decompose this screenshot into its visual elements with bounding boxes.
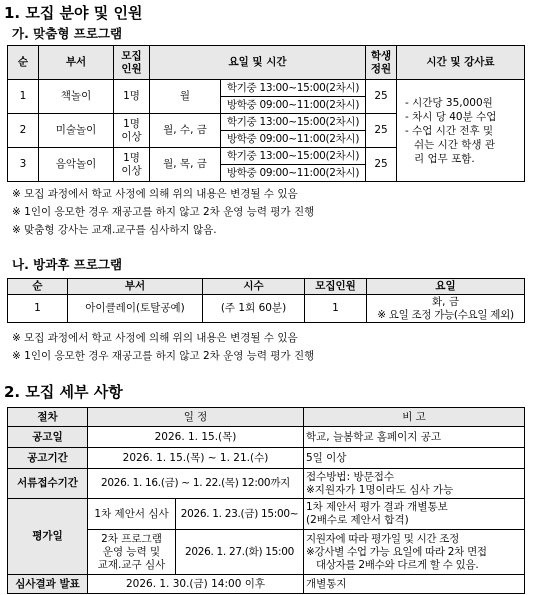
cell-count: 1 <box>305 295 367 323</box>
cell-dept: 책놀이 <box>39 80 114 114</box>
col-header-capacity: 학생 정원 <box>366 46 397 80</box>
note-b-1: ※ 모집 과정에서 학교 사정에 의해 위의 내용은 변경될 수 있음 <box>12 332 298 344</box>
cell-dept: 미술놀이 <box>39 114 114 148</box>
table-row <box>8 448 525 469</box>
fee-line: - 차시 당 40분 수업 <box>405 110 497 123</box>
cell-no: 1 <box>8 295 68 323</box>
cell-substep <box>88 530 176 575</box>
fee-description-cell <box>397 80 525 182</box>
cell-count: 1명 이상 <box>114 148 150 182</box>
subsection-b-title: 나. 방과후 프로그램 <box>12 257 123 272</box>
note-line: 1차 제안서 평가 결과 개별통보 <box>306 501 448 513</box>
col-header-date: 일 정 <box>88 408 304 427</box>
table-header-row <box>8 279 525 295</box>
cell-step: 서류접수기간 <box>8 469 88 499</box>
cell-step: 평가일 <box>8 499 88 575</box>
note-line: (2배수로 제안서 합격) <box>306 514 409 526</box>
afterschool-program-table <box>7 278 525 323</box>
note-line: 지원자에 따라 평가일 및 시간 조정 <box>306 532 459 545</box>
cell-days: 월, 수, 금 <box>150 114 221 148</box>
table-header-row <box>8 46 525 80</box>
col-header-step: 절차 <box>8 408 88 427</box>
custom-program-table <box>7 45 525 182</box>
cell-capacity: 25 <box>366 148 397 182</box>
cell-day <box>367 295 525 323</box>
substep-line: 2차 프로그램 <box>101 532 162 545</box>
fee-line: 리 업무 포함. <box>414 152 475 165</box>
col-header-fee: 시간 및 강사료 <box>397 46 525 80</box>
substep-line: 운영 능력 및 <box>102 545 161 558</box>
fee-line: - 시간당 35,000원 <box>405 96 493 109</box>
col-header-note: 비 고 <box>304 408 525 427</box>
cell-hours: (주 1회 60분) <box>203 295 305 323</box>
note-a-2: ※ 1인이 응모한 경우 재공고를 하지 않고 2차 운영 능력 평가 진행 <box>12 206 315 218</box>
substep-line: 교재.교구 심사 <box>97 558 166 571</box>
cell-count: 1명 <box>114 80 150 114</box>
note-a-3: ※ 맞춤형 강사는 교재.교구를 심사하지 않음. <box>12 224 217 236</box>
cell-note: 학교, 늘봄학교 홈페이지 공고 <box>304 427 525 448</box>
cell-note <box>304 469 525 499</box>
note-line: 접수방법: 방문접수 <box>306 470 395 483</box>
day-text: 화, 금 <box>432 295 459 308</box>
section-1-title: 1. 모집 분야 및 인원 <box>4 4 143 22</box>
day-note: ※ 요일 조정 가능(수요일 제외) <box>377 308 514 321</box>
cell-step: 심사결과 발표 <box>8 575 88 594</box>
table-row <box>8 575 525 594</box>
cell-date: 2026. 1. 30.(금) 14:00 이후 <box>88 575 304 594</box>
col-header-no: 순 <box>8 279 68 295</box>
note-a-1: ※ 모집 과정에서 학교 사정에 의해 위의 내용은 변경될 수 있음 <box>12 188 298 200</box>
cell-date: 2026. 1. 16.(금) ~ 1. 22.(목) 12:00까지 <box>88 469 304 499</box>
cell-note: 개별통지 <box>304 575 525 594</box>
subsection-a-title: 가. 맞춤형 프로그램 <box>12 26 123 41</box>
note-line: ※강사별 수업 가능 요일에 따라 2차 면접 <box>306 545 487 558</box>
col-header-dept: 부서 <box>39 46 114 80</box>
table-row <box>8 499 525 530</box>
col-header-count: 모집 인원 <box>114 46 150 80</box>
cell-date: 2026. 1. 15.(목) ~ 1. 21.(수) <box>88 448 304 469</box>
table-row <box>8 469 525 499</box>
col-header-day: 요일 <box>367 279 525 295</box>
col-header-count: 모집인원 <box>305 279 367 295</box>
cell-time-vacation: 방학중 09:00~11:00(2차시) <box>221 165 366 182</box>
cell-days: 월 <box>150 80 221 114</box>
recruitment-details-table <box>7 407 525 594</box>
fee-line: 쉬는 시간 학생 관 <box>414 138 496 151</box>
cell-time-semester: 학기중 13:00~15:00(2차시) <box>221 114 366 131</box>
note-line: ※지원자가 1명이라도 심사 가능 <box>306 483 454 496</box>
cell-capacity: 25 <box>366 80 397 114</box>
cell-date: 2026. 1. 15.(목) <box>88 427 304 448</box>
table-row <box>8 427 525 448</box>
fee-line: - 수업 시간 전후 및 <box>405 124 494 137</box>
cell-capacity: 25 <box>366 114 397 148</box>
cell-note <box>304 499 525 530</box>
cell-no: 2 <box>8 114 39 148</box>
table-header-row <box>8 408 525 427</box>
cell-note <box>304 530 525 575</box>
cell-dept: 음악놀이 <box>39 148 114 182</box>
cell-time-vacation: 방학중 09:00~11:00(2차시) <box>221 97 366 114</box>
cell-step: 공고기간 <box>8 448 88 469</box>
cell-no: 3 <box>8 148 39 182</box>
cell-dept: 아이클레이(토탈공예) <box>68 295 203 323</box>
col-header-no: 순 <box>8 46 39 80</box>
cell-step: 공고일 <box>8 427 88 448</box>
col-header-hours: 시수 <box>203 279 305 295</box>
cell-substep: 1차 제안서 심사 <box>88 499 176 530</box>
cell-note: 5일 이상 <box>304 448 525 469</box>
table-row <box>8 80 525 97</box>
section-2-title: 2. 모집 세부 사항 <box>4 383 123 401</box>
cell-time-semester: 학기중 13:00~15:00(2차시) <box>221 80 366 97</box>
cell-no: 1 <box>8 80 39 114</box>
cell-date: 2026. 1. 27.(화) 15:00 <box>176 530 304 575</box>
note-b-2: ※ 1인이 응모한 경우 재공고를 하지 않고 2차 운영 능력 평가 진행 <box>12 350 315 362</box>
cell-count: 1명 이상 <box>114 114 150 148</box>
cell-time-semester: 학기중 13:00~15:00(2차시) <box>221 148 366 165</box>
note-line: 대상자를 2배수와 다르게 할 수 있음. <box>316 558 479 571</box>
cell-days: 월, 목, 금 <box>150 148 221 182</box>
cell-date: 2026. 1. 23.(금) 15:00~ <box>176 499 304 530</box>
col-header-dept: 부서 <box>68 279 203 295</box>
cell-time-vacation: 방학중 09:00~11:00(2차시) <box>221 131 366 148</box>
table-row <box>8 295 525 323</box>
col-header-schedule: 요일 및 시간 <box>150 46 366 80</box>
